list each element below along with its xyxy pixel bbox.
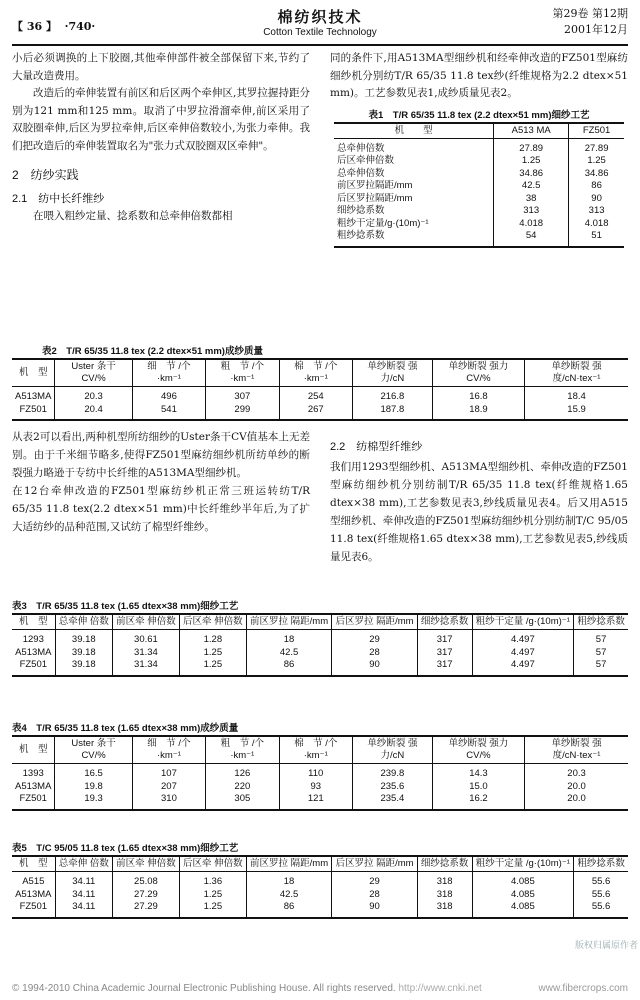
table-cell: 90 bbox=[332, 901, 417, 918]
table-cell: 86 bbox=[246, 659, 331, 676]
column-header: FZ501 bbox=[569, 123, 624, 139]
table-row bbox=[12, 387, 628, 404]
table-cell: 42.5 bbox=[246, 889, 331, 902]
table-cell: 31.34 bbox=[112, 659, 179, 676]
table-cell: 19.8 bbox=[55, 781, 132, 794]
table-cell: 57 bbox=[574, 659, 628, 676]
column-header: 粗纱干定量 /g·(10m)⁻¹ bbox=[472, 614, 574, 630]
table-cell: 239.8 bbox=[352, 764, 432, 781]
column-header: 粗纱捻系数 bbox=[574, 856, 628, 872]
table-row bbox=[12, 781, 628, 794]
column-header: 粗 节 /个·km⁻¹ bbox=[206, 359, 279, 387]
table-cell: 254 bbox=[279, 387, 352, 404]
table-cell: 51 bbox=[569, 230, 624, 247]
table-row bbox=[334, 138, 624, 155]
table-header-row bbox=[334, 123, 624, 139]
table-cell: A515 bbox=[22, 876, 45, 887]
table-cell: 216.8 bbox=[352, 387, 432, 404]
table-row bbox=[12, 647, 628, 660]
table-cell: 20.3 bbox=[55, 387, 132, 404]
column-header: 单纱断裂 强度/cN·tex⁻¹ bbox=[525, 359, 628, 387]
table-cell: 16.2 bbox=[432, 793, 524, 810]
table-cell: 34.11 bbox=[55, 872, 112, 889]
table2 bbox=[12, 358, 628, 421]
table-cell: 29 bbox=[332, 630, 417, 647]
table-cell: 110 bbox=[279, 764, 352, 781]
table-cell: 30.61 bbox=[112, 630, 179, 647]
table-row bbox=[12, 901, 628, 918]
column-header: 前区罗拉 隔距/mm bbox=[246, 614, 331, 630]
table-cell: 总牵伸倍数 bbox=[337, 167, 385, 179]
table2-block bbox=[12, 345, 628, 421]
table-cell: 1.25 bbox=[179, 659, 246, 676]
column-header: 后区牵 伸倍数 bbox=[179, 614, 246, 630]
table-cell: 235.6 bbox=[352, 781, 432, 794]
table-cell: 55.6 bbox=[574, 901, 628, 918]
table-cell: 126 bbox=[206, 764, 279, 781]
column-header: 后区罗拉 隔距/mm bbox=[332, 856, 417, 872]
column-header: 机 型 bbox=[334, 123, 494, 139]
table-cell: 317 bbox=[417, 647, 472, 660]
table4-caption: 表4 T/R 65/35 11.8 tex (1.65 dtex×38 mm)成纱质量 bbox=[12, 723, 239, 734]
column-header: 前区罗拉 隔距/mm bbox=[246, 856, 331, 872]
table-cell: 34.11 bbox=[55, 889, 112, 902]
table-cell: 235.4 bbox=[352, 793, 432, 810]
table-cell: 1393 bbox=[22, 768, 44, 779]
column-header: Uster 条干 CV/% bbox=[55, 359, 132, 387]
table-cell: 1.25 bbox=[494, 155, 569, 168]
issue-info: 第29卷 第12期 2001年12月 bbox=[552, 7, 628, 36]
table-cell: 27.29 bbox=[112, 901, 179, 918]
table-cell: 90 bbox=[569, 193, 624, 206]
column-header: A513 MA bbox=[494, 123, 569, 139]
journal-title: 棉纺织技术 Cotton Textile Technology bbox=[263, 8, 377, 38]
table-cell: A513MA bbox=[15, 391, 52, 402]
table-cell: 299 bbox=[206, 404, 279, 421]
table3-caption: 表3 T/R 65/35 11.8 tex (1.65 dtex×38 mm)细纱工艺 bbox=[12, 601, 239, 612]
column-header: 单纱断裂 强力/cN bbox=[352, 359, 432, 387]
column-header: 前区牵 伸倍数 bbox=[112, 614, 179, 630]
table-cell: 前区罗拉隔距/mm bbox=[337, 180, 413, 191]
column-header: 机 型 bbox=[12, 736, 55, 764]
column-header: 后区罗拉 隔距/mm bbox=[332, 614, 417, 630]
page-number: 【 36 】 ·740· bbox=[12, 20, 96, 33]
column-header: 棉 节 /个·km⁻¹ bbox=[279, 359, 352, 387]
table-header-row bbox=[12, 359, 628, 387]
table-cell: 207 bbox=[132, 781, 205, 794]
table-cell: 57 bbox=[574, 647, 628, 660]
column-header: 细 节 /个·km⁻¹ bbox=[132, 359, 205, 387]
paragraph: 在12台牵伸改造的FZ501型麻纺纱机正常三班运转纺T/R 65/35 11.8 tex(2.2 dtex×51 mm)中长纤维纱半年后,为了扩大适纺纱的品种范围,又试纺了棉型纤维纱。 bbox=[12, 485, 310, 533]
table-cell: 15.0 bbox=[432, 781, 524, 794]
table-cell: 317 bbox=[417, 659, 472, 676]
column-header: 细纱捻系数 bbox=[417, 856, 472, 872]
table-cell: 27.89 bbox=[569, 138, 624, 155]
table-cell: 20.0 bbox=[525, 781, 628, 794]
column-header: 单纱断裂 强度/cN·tex⁻¹ bbox=[525, 736, 628, 764]
table-cell: 1.25 bbox=[179, 901, 246, 918]
column-header: 单纱断裂 强力 CV/% bbox=[432, 359, 524, 387]
paragraph: 改造后的牵伸装置有前区和后区两个牵伸区,其罗拉握持距分别为121 mm和125 mm。取消了中罗拉滑溜牵伸,前区采用了双胶圈牵伸,后区为罗拉牵伸,后区牵伸倍数较小,为张力牵伸。我们把改造后的牵伸装置取名为"张力式双胶圈双区牵伸"。 bbox=[12, 87, 310, 152]
table-cell: 220 bbox=[206, 781, 279, 794]
table-cell: 4.085 bbox=[472, 901, 574, 918]
column-header: 棉 节 /个·km⁻¹ bbox=[279, 736, 352, 764]
table-cell: 18.9 bbox=[432, 404, 524, 421]
site-link[interactable]: http://www.cnki.net bbox=[398, 983, 482, 994]
table-cell: 318 bbox=[417, 872, 472, 889]
right-column-top bbox=[330, 50, 628, 248]
table-cell: 42.5 bbox=[494, 180, 569, 193]
table-row bbox=[12, 764, 628, 781]
table-cell: 86 bbox=[246, 901, 331, 918]
table-cell: A513MA bbox=[15, 646, 52, 658]
table-cell: 25.08 bbox=[112, 872, 179, 889]
table-cell: 34.11 bbox=[55, 901, 112, 918]
table-cell: 496 bbox=[132, 387, 205, 404]
table-cell: 27.89 bbox=[494, 138, 569, 155]
table-cell: 16.8 bbox=[432, 387, 524, 404]
table-cell: 267 bbox=[279, 404, 352, 421]
column-header: 单纱断裂 强力 CV/% bbox=[432, 736, 524, 764]
table-row bbox=[12, 630, 628, 647]
table-row bbox=[334, 218, 624, 231]
subsection-heading: 2.2 纺棉型纤维纱 bbox=[330, 441, 423, 453]
table4 bbox=[12, 735, 628, 811]
column-header: 机 型 bbox=[12, 856, 55, 872]
paragraph: 小后必须调换的上下胶圈,其他牵伸部件被全部保留下来,节约了大量改造费用。 bbox=[12, 52, 310, 82]
table-cell: 93 bbox=[279, 781, 352, 794]
table-cell: 20.3 bbox=[525, 764, 628, 781]
table-cell: 313 bbox=[494, 205, 569, 218]
column-header: 粗纱捻系数 bbox=[574, 614, 628, 630]
table-cell: 86 bbox=[569, 180, 624, 193]
left-column-mid bbox=[12, 428, 310, 536]
table-row bbox=[334, 180, 624, 193]
column-header: Uster 条干 CV/% bbox=[55, 736, 132, 764]
table-cell: 38 bbox=[494, 193, 569, 206]
table-header-row bbox=[12, 856, 628, 872]
table1 bbox=[334, 122, 624, 248]
table-row bbox=[12, 659, 628, 676]
table-cell: FZ501 bbox=[12, 404, 55, 421]
table-cell: 4.085 bbox=[472, 872, 574, 889]
table-cell: 15.9 bbox=[525, 404, 628, 421]
table-row bbox=[334, 168, 624, 181]
table-cell: 541 bbox=[132, 404, 205, 421]
table2-caption: 表2 T/R 65/35 11.8 tex (2.2 dtex×51 mm)成纱质量 bbox=[42, 346, 263, 357]
table-cell: 4.497 bbox=[472, 647, 574, 660]
side-watermark: 版权归属原作者 bbox=[574, 940, 638, 950]
table-cell: 318 bbox=[417, 889, 472, 902]
table-cell: 28 bbox=[332, 647, 417, 660]
table-row bbox=[12, 793, 628, 810]
table-cell: 54 bbox=[494, 230, 569, 247]
table-row bbox=[334, 205, 624, 218]
column-header: 总牵伸 倍数 bbox=[55, 614, 112, 630]
table-cell: 39.18 bbox=[55, 630, 112, 647]
table-cell: 18.4 bbox=[525, 387, 628, 404]
table-cell: 34.86 bbox=[494, 168, 569, 181]
table-cell: 4.018 bbox=[569, 218, 624, 231]
table-header-row bbox=[12, 614, 628, 630]
table-cell: 粗纱干定量/g·(10m)⁻¹ bbox=[337, 217, 429, 229]
table-cell: 4.497 bbox=[472, 630, 574, 647]
paragraph: 同的条件下,用A513MA型细纱机和经牵伸改造的FZ501型麻纺细纱机分别纺T/R 65/35 11.8 tex纱(纤维规格为2.2 dtex×51 mm)。工艺参数见表1,成纱质量见表2。 bbox=[330, 52, 628, 99]
table-cell: 310 bbox=[132, 793, 205, 810]
table-cell: 90 bbox=[332, 659, 417, 676]
table-cell: 1.25 bbox=[569, 155, 624, 168]
table-cell: 1.25 bbox=[179, 889, 246, 902]
table-cell: 31.34 bbox=[112, 647, 179, 660]
table-cell: 20.0 bbox=[525, 793, 628, 810]
table-cell: 后区牵伸倍数 bbox=[337, 155, 395, 166]
table-cell: 1.36 bbox=[179, 872, 246, 889]
table-cell: 42.5 bbox=[246, 647, 331, 660]
table-cell: 317 bbox=[417, 630, 472, 647]
column-header: 后区牵 伸倍数 bbox=[179, 856, 246, 872]
table-row bbox=[334, 193, 624, 206]
table-cell: 20.4 bbox=[55, 404, 132, 421]
column-header: 粗 节 /个·km⁻¹ bbox=[206, 736, 279, 764]
left-column-top bbox=[12, 50, 310, 226]
table-row bbox=[334, 155, 624, 168]
table-cell: 57 bbox=[574, 630, 628, 647]
table-cell: 粗纱捻系数 bbox=[334, 230, 494, 247]
section-heading: 2 纺纱实践 bbox=[12, 168, 79, 182]
page-footer bbox=[12, 983, 628, 994]
table-cell: FZ501 bbox=[12, 901, 55, 918]
watermark: www.fibercrops.com bbox=[538, 983, 628, 994]
table-cell: 18 bbox=[246, 630, 331, 647]
table-cell: 27.29 bbox=[112, 889, 179, 902]
table-cell: 55.6 bbox=[574, 872, 628, 889]
right-column-mid bbox=[330, 432, 628, 566]
table-cell: 总牵伸倍数 bbox=[337, 142, 385, 154]
column-header: 粗纱干定量 /g·(10m)⁻¹ bbox=[472, 856, 574, 872]
subsection-heading: 2.1 纺中长纤维纱 bbox=[12, 192, 105, 205]
paragraph: 从表2可以看出,两种机型所纺细纱的Uster条干CV值基本上无差别。由于千米细节略多,使得FZ501型麻纺细纱机所纺单纱的断裂强力略逊于专纺中长纤维的A513MA型细纱机。 bbox=[12, 431, 310, 479]
table-cell: 16.5 bbox=[55, 764, 132, 781]
table-cell: 4.018 bbox=[494, 218, 569, 231]
table-header-row bbox=[12, 736, 628, 764]
table-row bbox=[12, 889, 628, 902]
copyright-text: © 1994-2010 China Academic Journal Electronic Publishing House. All rights reserved. bbox=[12, 983, 396, 994]
table-cell: 28 bbox=[332, 889, 417, 902]
table-cell: 39.18 bbox=[55, 647, 112, 660]
table-cell: 34.86 bbox=[569, 168, 624, 181]
paragraph: 在喂入粗纱定量、捻系数和总牵伸倍数都相 bbox=[33, 210, 233, 222]
table-cell: 39.18 bbox=[55, 659, 112, 676]
column-header: 机 型 bbox=[12, 359, 55, 387]
table-cell: 细纱捻系数 bbox=[337, 205, 385, 216]
column-header: 单纱断裂 强力/cN bbox=[352, 736, 432, 764]
table-cell: 1.25 bbox=[179, 647, 246, 660]
table-cell: 14.3 bbox=[432, 764, 524, 781]
table-cell: 55.6 bbox=[574, 889, 628, 902]
column-header: 细纱捻系数 bbox=[417, 614, 472, 630]
table-cell: 107 bbox=[132, 764, 205, 781]
table-cell: 121 bbox=[279, 793, 352, 810]
table-row bbox=[334, 230, 624, 247]
table-cell: 29 bbox=[332, 872, 417, 889]
table-cell: 18 bbox=[246, 872, 331, 889]
table-cell: 318 bbox=[417, 901, 472, 918]
column-header: 机 型 bbox=[12, 614, 55, 630]
table1-caption: 表1 T/R 65/35 11.8 tex (2.2 dtex×51 mm)细纱工艺 bbox=[368, 109, 590, 121]
table4-block bbox=[12, 722, 628, 811]
table5-caption: 表5 T/C 95/05 11.8 tex (1.65 dtex×38 mm)细纱工艺 bbox=[12, 843, 239, 854]
table-cell: FZ501 bbox=[12, 659, 55, 676]
table-cell: 19.3 bbox=[55, 793, 132, 810]
table-cell: 313 bbox=[569, 205, 624, 218]
table-cell: FZ501 bbox=[12, 793, 55, 810]
table5-block bbox=[12, 842, 628, 919]
table3 bbox=[12, 613, 628, 677]
table-cell: 305 bbox=[206, 793, 279, 810]
column-header: 前区牵 伸倍数 bbox=[112, 856, 179, 872]
table-row bbox=[12, 872, 628, 889]
table-cell: A513MA bbox=[15, 888, 52, 900]
table3-block bbox=[12, 600, 628, 677]
table-cell: 4.497 bbox=[472, 659, 574, 676]
table-cell: 后区罗拉隔距/mm bbox=[337, 192, 413, 204]
table-cell: 4.085 bbox=[472, 889, 574, 902]
paragraph: 我们用1293型细纱机、A513MA型细纱机、牵伸改造的FZ501型麻纺细纱机分别纺制T/R 65/35 11.8 tex(纤维规格1.65 dtex×38 mm),工艺参数见表3,纱线质量见表4。后又用A515型细纱机、牵伸改造的FZ501型麻纺细纱机分别纺制T/C 95/05 11.8 tex(纤维规格1.65 dtex×38 mm),工艺参数见表5,纱线质量见表6。 bbox=[330, 461, 628, 563]
table-cell: 1.28 bbox=[179, 630, 246, 647]
page-header bbox=[12, 4, 628, 46]
column-header: 总牵伸 倍数 bbox=[55, 856, 112, 872]
table5 bbox=[12, 855, 628, 919]
column-header: 细 节 /个·km⁻¹ bbox=[132, 736, 205, 764]
table-cell: 307 bbox=[206, 387, 279, 404]
table-row bbox=[12, 404, 628, 421]
table-cell: A513MA bbox=[15, 780, 52, 792]
table-cell: 187.8 bbox=[352, 404, 432, 421]
table-cell: 1293 bbox=[22, 634, 44, 645]
